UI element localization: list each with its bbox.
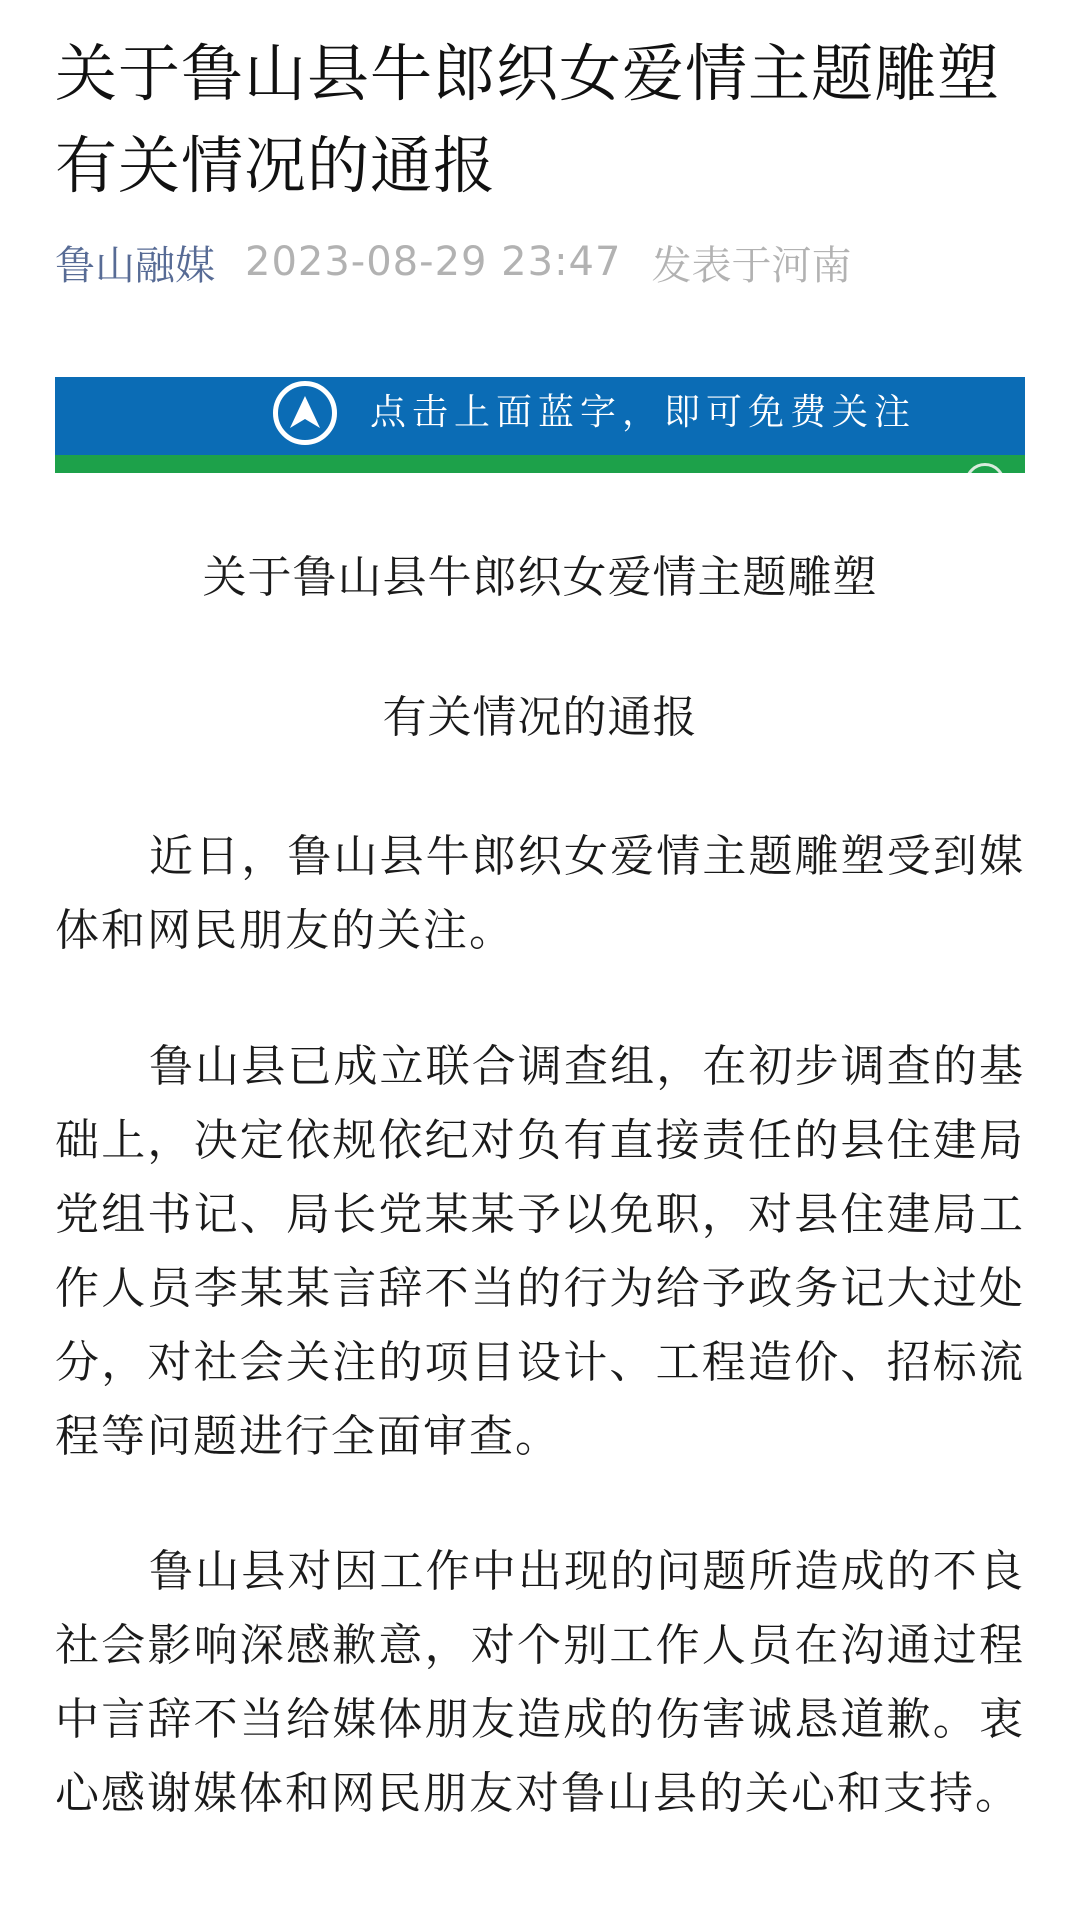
notice-heading-line2: 有关情况的通报 bbox=[382, 692, 698, 743]
banner-follow-text: 点击上面蓝字，即可免费关注 bbox=[370, 392, 917, 433]
body-paragraph-1: 近日，鲁山县牛郎织女爱情主题雕塑受到媒体和网民朋友的关注。 bbox=[55, 831, 1025, 956]
body-paragraph-2: 鲁山县已成立联合调查组，在初步调查的基础上，决定依规依纪对负有直接责任的县住建局党组书记、局长党某某予以免职，对县住建局工作人员李某某言辞不当的行为给予政务记大过处分，对社会关注的项目设计、工程造价、招标流程等问题进行全面审查。 bbox=[55, 1041, 1025, 1462]
account-name-link[interactable]: 鲁山融媒 bbox=[55, 242, 215, 289]
publish-location: 发表于河南 bbox=[651, 242, 852, 289]
article-meta bbox=[55, 232, 851, 292]
article-title: 关于鲁山县牛郎织女爱情主题雕塑有关情况的通报 bbox=[55, 37, 1001, 202]
body-paragraph-3: 鲁山县对因工作中出现的问题所造成的不良社会影响深感歉意，对个别工作人员在沟通过程中言辞不当给媒体朋友造成的伤害诚恳道歉。衷心感谢媒体和网民朋友对鲁山县的关心和支持。 bbox=[55, 1546, 1025, 1819]
publish-time: 2023-08-29 23:47 bbox=[245, 239, 622, 285]
notice-heading-line1: 关于鲁山县牛郎织女爱情主题雕塑 bbox=[202, 552, 878, 603]
up-arrow-circle-icon bbox=[273, 381, 337, 445]
follow-banner-image[interactable] bbox=[55, 377, 1025, 473]
banner-green-band bbox=[55, 455, 1025, 473]
